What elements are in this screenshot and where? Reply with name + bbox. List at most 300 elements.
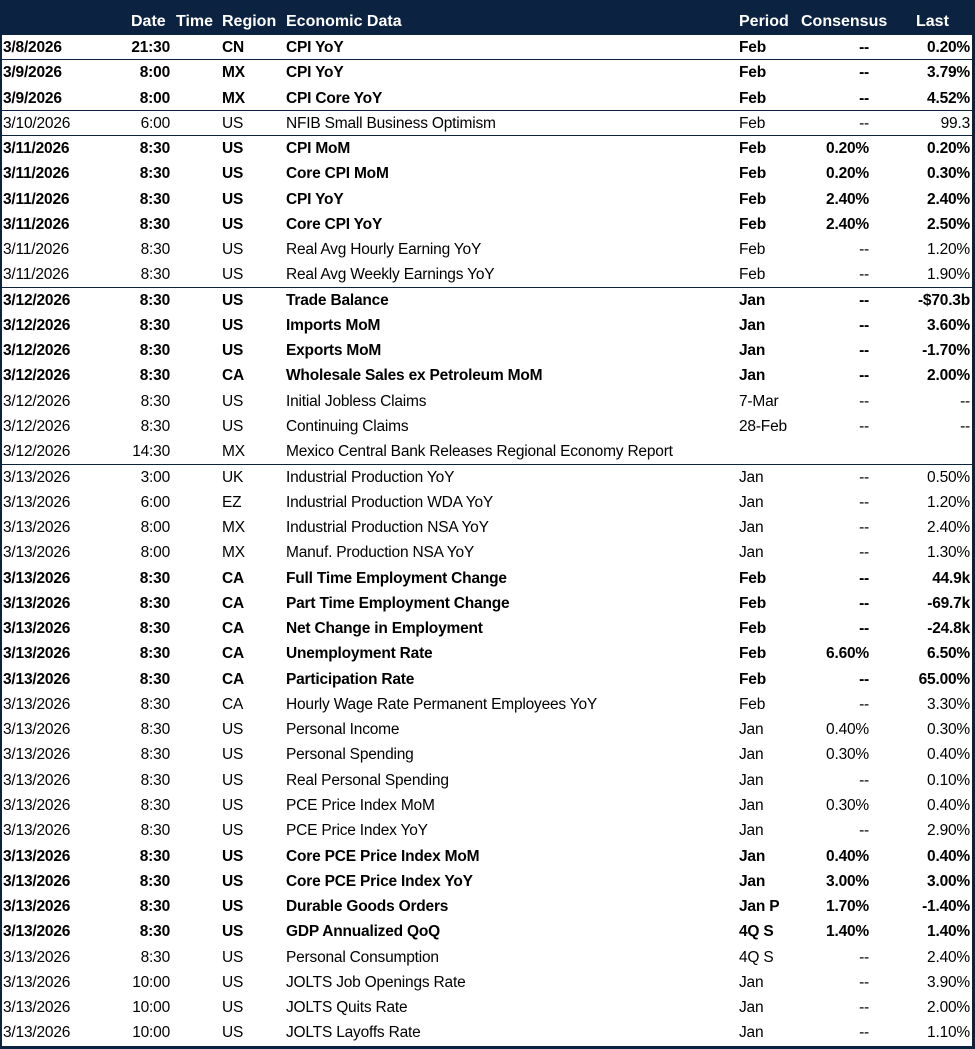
table-row — [2, 111, 972, 136]
cell-consensus: -- — [859, 493, 869, 511]
cell-region: US — [222, 241, 244, 259]
cell-period: 4Q S — [739, 948, 774, 966]
cell-region: MX — [222, 443, 245, 461]
cell-last: 0.20% — [927, 140, 970, 158]
cell-consensus: -- — [859, 620, 869, 638]
cell-period: Feb — [739, 241, 766, 259]
cell-region: EZ — [222, 493, 242, 511]
cell-last: -$70.3b — [917, 291, 970, 309]
cell-event: Wholesale Sales ex Petroleum MoM — [286, 367, 543, 385]
cell-consensus: 2.40% — [826, 190, 869, 208]
cell-time: 8:30 — [139, 872, 170, 890]
cell-period: Jan — [739, 746, 764, 764]
cell-last: 2.90% — [927, 822, 970, 840]
cell-date: 3/13/2026 — [3, 796, 71, 814]
cell-period: Feb — [739, 165, 766, 183]
cell-time: 8:30 — [139, 594, 170, 612]
cell-period: Jan — [739, 519, 764, 537]
cell-period: Jan — [739, 468, 764, 486]
cell-region: US — [222, 114, 244, 132]
cell-last: 0.10% — [927, 771, 970, 789]
cell-time: 8:00 — [140, 519, 170, 537]
table-row — [2, 465, 972, 490]
cell-consensus: 0.40% — [826, 721, 869, 739]
cell-region: US — [222, 417, 244, 435]
cell-consensus: -- — [859, 999, 869, 1017]
cell-time: 8:30 — [140, 241, 170, 259]
table-row — [2, 667, 972, 692]
cell-event: Trade Balance — [286, 291, 389, 309]
cell-event: Personal Income — [286, 721, 400, 739]
cell-last: 0.50% — [927, 468, 970, 486]
cell-event: Personal Consumption — [286, 948, 439, 966]
cell-time: 8:00 — [140, 544, 170, 562]
cell-time: 8:30 — [139, 215, 170, 233]
cell-region: CA — [222, 645, 244, 663]
cell-last: 2.40% — [927, 190, 970, 208]
cell-date: 3/13/2026 — [3, 620, 71, 638]
cell-period: Feb — [739, 190, 766, 208]
cell-time: 21:30 — [131, 39, 170, 56]
cell-consensus: -- — [859, 948, 869, 966]
cell-consensus: 0.30% — [826, 746, 869, 764]
cell-date: 3/13/2026 — [3, 999, 71, 1017]
table-row — [2, 515, 972, 540]
cell-region: US — [222, 973, 244, 991]
cell-period: Jan — [739, 999, 764, 1017]
table-row — [2, 616, 972, 641]
cell-event: GDP Annualized QoQ — [286, 923, 440, 941]
cell-region: US — [222, 316, 244, 334]
cell-date: 3/13/2026 — [3, 1024, 71, 1042]
cell-last: 1.20% — [927, 241, 970, 259]
cell-date: 3/11/2026 — [3, 241, 70, 259]
table-row — [2, 591, 972, 616]
cell-time: 8:30 — [139, 165, 170, 183]
cell-region: CA — [222, 620, 244, 638]
cell-date: 3/11/2026 — [3, 215, 70, 233]
cell-date: 3/9/2026 — [3, 64, 62, 82]
cell-time: 8:30 — [140, 746, 170, 764]
cell-period: Feb — [739, 670, 766, 688]
cell-time: 8:30 — [140, 721, 170, 739]
table-row — [2, 894, 972, 919]
cell-event: Exports MoM — [286, 342, 382, 360]
header-last: Last — [916, 13, 949, 30]
cell-region: US — [222, 190, 244, 208]
cell-time: 6:00 — [140, 493, 170, 511]
cell-consensus: -- — [859, 771, 869, 789]
cell-consensus: 1.40% — [826, 923, 869, 941]
cell-last: 0.30% — [927, 721, 970, 739]
cell-event: Core CPI MoM — [286, 165, 389, 183]
cell-date: 3/13/2026 — [3, 645, 71, 663]
header-date: Date — [131, 13, 166, 30]
table-row — [2, 970, 972, 995]
cell-event: JOLTS Job Openings Rate — [286, 973, 466, 991]
cell-region: US — [222, 746, 244, 764]
cell-event: CPI YoY — [286, 64, 344, 82]
cell-region: US — [222, 923, 244, 941]
table-row — [2, 136, 972, 161]
cell-region: US — [222, 392, 244, 410]
table-row — [2, 414, 972, 439]
cell-period: Jan — [739, 771, 764, 789]
cell-consensus: -- — [859, 468, 869, 486]
cell-event: Industrial Production YoY — [286, 468, 455, 486]
cell-region: CN — [222, 39, 244, 56]
cell-last: 2.40% — [927, 519, 970, 537]
cell-consensus: 0.20% — [826, 140, 869, 158]
cell-event: PCE Price Index YoY — [286, 822, 428, 840]
cell-time: 8:30 — [139, 620, 170, 638]
cell-consensus: 6.60% — [826, 645, 869, 663]
cell-time: 8:30 — [139, 645, 170, 663]
cell-consensus: -- — [859, 241, 869, 259]
cell-period: Jan — [739, 493, 764, 511]
cell-last: 1.40% — [927, 923, 970, 941]
cell-date: 3/13/2026 — [3, 670, 71, 688]
cell-event: Unemployment Rate — [286, 645, 433, 663]
cell-date: 3/12/2026 — [3, 392, 71, 410]
cell-consensus: 1.70% — [826, 898, 869, 916]
cell-region: US — [222, 999, 244, 1017]
cell-region: US — [222, 291, 244, 309]
cell-period: Feb — [739, 266, 766, 284]
cell-last: 1.30% — [927, 544, 970, 562]
cell-date: 3/13/2026 — [3, 923, 71, 941]
cell-last: 3.90% — [927, 973, 970, 991]
table-row — [2, 566, 972, 591]
cell-event: Core PCE Price Index YoY — [286, 872, 473, 890]
cell-event: JOLTS Layoffs Rate — [286, 1024, 421, 1042]
table-row — [2, 288, 972, 313]
cell-event: Real Personal Spending — [286, 771, 449, 789]
cell-date: 3/13/2026 — [3, 898, 71, 916]
cell-time: 8:30 — [140, 695, 170, 713]
cell-date: 3/13/2026 — [3, 569, 71, 587]
cell-period: Jan — [739, 291, 766, 309]
cell-event: Participation Rate — [286, 670, 415, 688]
cell-time: 8:30 — [139, 140, 170, 158]
table-row — [2, 540, 972, 565]
table-row — [2, 768, 972, 793]
cell-region: MX — [222, 89, 245, 107]
cell-region: US — [222, 140, 244, 158]
cell-time: 8:30 — [139, 367, 170, 385]
cell-last: 2.40% — [927, 948, 970, 966]
table-row — [2, 490, 972, 515]
cell-consensus: -- — [859, 670, 869, 688]
cell-event: JOLTS Quits Rate — [286, 999, 408, 1017]
cell-date: 3/13/2026 — [3, 721, 71, 739]
cell-consensus: -- — [859, 367, 869, 385]
cell-period: Jan — [739, 847, 766, 865]
cell-date: 3/12/2026 — [3, 291, 71, 309]
cell-consensus: -- — [859, 544, 869, 562]
cell-time: 8:30 — [139, 847, 170, 865]
table-row — [2, 717, 972, 742]
cell-period: Jan — [739, 1024, 764, 1042]
cell-consensus: -- — [859, 114, 869, 132]
cell-consensus: -- — [859, 1024, 869, 1042]
cell-date: 3/11/2026 — [3, 140, 70, 158]
cell-region: US — [222, 796, 244, 814]
cell-last: 6.50% — [927, 645, 970, 663]
header-consensus: Consensus — [801, 13, 888, 30]
cell-consensus: -- — [859, 417, 869, 435]
cell-time: 8:30 — [139, 291, 170, 309]
header-time: Time — [176, 13, 214, 30]
cell-time: 10:00 — [132, 973, 170, 991]
cell-event: CPI YoY — [286, 39, 344, 56]
cell-date: 3/11/2026 — [3, 266, 70, 284]
table-row — [2, 187, 972, 212]
cell-time: 8:30 — [140, 417, 170, 435]
table-row — [2, 844, 972, 869]
cell-consensus: -- — [859, 822, 869, 840]
table-row — [2, 1020, 972, 1045]
cell-period: Feb — [739, 620, 766, 638]
cell-date: 3/13/2026 — [3, 822, 71, 840]
cell-time: 8:30 — [139, 569, 170, 587]
cell-consensus: 3.00% — [826, 872, 869, 890]
cell-region: US — [222, 872, 244, 890]
cell-consensus: -- — [859, 89, 869, 107]
table-row — [2, 35, 972, 60]
cell-period: Jan — [739, 796, 764, 814]
cell-time: 14:30 — [132, 443, 170, 461]
cell-time: 8:00 — [139, 89, 170, 107]
cell-time: 8:30 — [140, 771, 170, 789]
cell-consensus: -- — [859, 392, 869, 410]
cell-period: 7-Mar — [739, 392, 779, 410]
table-row — [2, 945, 972, 970]
cell-period: 28-Feb — [739, 417, 787, 435]
cell-last: 3.60% — [927, 316, 970, 334]
table-row — [2, 86, 972, 111]
cell-event: Real Avg Hourly Earning YoY — [286, 241, 482, 259]
cell-region: US — [222, 266, 244, 284]
table-header — [2, 0, 972, 35]
cell-event: Hourly Wage Rate Permanent Employees YoY — [286, 695, 598, 713]
cell-date: 3/12/2026 — [3, 417, 71, 435]
cell-consensus: -- — [859, 519, 869, 537]
cell-event: Continuing Claims — [286, 417, 409, 435]
cell-event: Initial Jobless Claims — [286, 392, 427, 410]
cell-period: Feb — [739, 695, 766, 713]
cell-last: -1.70% — [922, 342, 970, 360]
cell-consensus: -- — [859, 695, 869, 713]
cell-region: MX — [222, 519, 245, 537]
table-row — [2, 363, 972, 388]
cell-time: 8:30 — [139, 923, 170, 941]
cell-period: Jan — [739, 822, 764, 840]
cell-region: MX — [222, 64, 245, 82]
cell-period: Jan — [739, 342, 766, 360]
cell-last: 44.9k — [932, 569, 970, 587]
cell-period: Feb — [739, 39, 766, 56]
cell-event: Full Time Employment Change — [286, 569, 507, 587]
cell-event: Part Time Employment Change — [286, 594, 510, 612]
cell-event: Core CPI YoY — [286, 215, 383, 233]
table-row — [2, 262, 972, 287]
cell-consensus: -- — [859, 973, 869, 991]
cell-time: 8:30 — [139, 190, 170, 208]
cell-consensus: -- — [859, 39, 869, 56]
cell-time: 8:30 — [140, 266, 170, 284]
cell-event: Real Avg Weekly Earnings YoY — [286, 266, 495, 284]
cell-time: 8:30 — [140, 796, 170, 814]
cell-event: PCE Price Index MoM — [286, 796, 435, 814]
cell-last: 1.20% — [927, 493, 970, 511]
cell-last: -24.8k — [927, 620, 970, 638]
cell-date: 3/13/2026 — [3, 847, 71, 865]
cell-date: 3/13/2026 — [3, 872, 71, 890]
cell-date: 3/12/2026 — [3, 342, 71, 360]
table-row — [2, 641, 972, 666]
cell-time: 8:30 — [139, 316, 170, 334]
table-row — [2, 692, 972, 717]
table-row — [2, 439, 972, 464]
cell-consensus: -- — [859, 594, 869, 612]
cell-last: 65.00% — [918, 670, 970, 688]
table-row — [2, 742, 972, 767]
cell-date: 3/9/2026 — [3, 89, 62, 107]
cell-last: 2.00% — [927, 367, 970, 385]
cell-region: US — [222, 165, 244, 183]
cell-last: -- — [960, 392, 970, 410]
cell-region: CA — [222, 367, 244, 385]
cell-event: Manuf. Production NSA YoY — [286, 544, 475, 562]
cell-last: 4.52% — [927, 89, 970, 107]
cell-last: 3.79% — [927, 64, 970, 82]
cell-period: Jan — [739, 316, 766, 334]
cell-event: Core PCE Price Index MoM — [286, 847, 480, 865]
cell-region: US — [222, 771, 244, 789]
table-row — [2, 818, 972, 843]
cell-consensus: -- — [859, 316, 869, 334]
cell-region: US — [222, 215, 244, 233]
cell-period: Jan — [739, 367, 766, 385]
cell-period: Feb — [739, 89, 766, 107]
cell-region: US — [222, 847, 244, 865]
table-row — [2, 212, 972, 237]
cell-date: 3/13/2026 — [3, 594, 71, 612]
cell-last: 2.00% — [927, 999, 970, 1017]
cell-event: CPI Core YoY — [286, 89, 383, 107]
table-row — [2, 161, 972, 186]
cell-period: Jan — [739, 973, 764, 991]
cell-period: Feb — [739, 114, 766, 132]
cell-time: 8:30 — [139, 670, 170, 688]
cell-date: 3/13/2026 — [3, 544, 71, 562]
cell-region: US — [222, 898, 244, 916]
cell-event: CPI MoM — [286, 140, 351, 158]
cell-time: 8:30 — [140, 392, 170, 410]
cell-region: CA — [222, 569, 244, 587]
cell-consensus: -- — [859, 64, 869, 82]
cell-time: 8:30 — [140, 948, 170, 966]
table-row — [2, 995, 972, 1020]
cell-event: Mexico Central Bank Releases Regional Economy Report — [286, 443, 673, 461]
cell-region: US — [222, 342, 244, 360]
cell-region: CA — [222, 695, 244, 713]
cell-region: US — [222, 721, 244, 739]
economic-calendar-table — [2, 0, 972, 1046]
cell-period: 4Q S — [739, 923, 774, 941]
cell-period: Jan P — [739, 898, 780, 916]
cell-date: 3/13/2026 — [3, 519, 71, 537]
cell-date: 3/13/2026 — [3, 695, 71, 713]
table-row — [2, 919, 972, 944]
cell-date: 3/13/2026 — [3, 973, 71, 991]
cell-date: 3/12/2026 — [3, 443, 71, 461]
cell-event: CPI YoY — [286, 190, 344, 208]
cell-event: NFIB Small Business Optimism — [286, 114, 496, 132]
cell-time: 8:30 — [139, 342, 170, 360]
cell-date: 3/10/2026 — [3, 114, 71, 132]
table-row — [2, 338, 972, 363]
cell-date: 3/11/2026 — [3, 165, 70, 183]
cell-event: Personal Spending — [286, 746, 414, 764]
cell-period: Jan — [739, 721, 764, 739]
cell-period: Feb — [739, 569, 766, 587]
cell-date: 3/8/2026 — [3, 39, 62, 56]
cell-last: 0.40% — [927, 847, 970, 865]
cell-date: 3/13/2026 — [3, 746, 71, 764]
cell-consensus: -- — [859, 266, 869, 284]
cell-time: 10:00 — [132, 1024, 170, 1042]
table-row — [2, 237, 972, 262]
cell-last: 1.90% — [927, 266, 970, 284]
cell-consensus: 0.20% — [826, 165, 869, 183]
header-period: Period — [739, 13, 789, 30]
cell-consensus: -- — [859, 569, 869, 587]
cell-last: -69.7k — [927, 594, 970, 612]
cell-region: CA — [222, 594, 244, 612]
cell-last: 1.10% — [927, 1024, 970, 1042]
cell-date: 3/11/2026 — [3, 190, 70, 208]
header-region: Region — [222, 13, 277, 30]
cell-last: -1.40% — [922, 898, 970, 916]
cell-period: Feb — [739, 215, 766, 233]
cell-consensus: 0.40% — [826, 847, 869, 865]
cell-date: 3/12/2026 — [3, 367, 71, 385]
cell-last: 0.20% — [927, 39, 970, 56]
header-economic-data: Economic Data — [286, 13, 402, 30]
cell-period: Jan — [739, 872, 766, 890]
cell-time: 3:00 — [140, 468, 170, 486]
cell-consensus: 2.40% — [826, 215, 869, 233]
table-body — [2, 35, 972, 1046]
cell-event: Imports MoM — [286, 316, 381, 334]
cell-event: Net Change in Employment — [286, 620, 483, 638]
cell-time: 8:30 — [140, 822, 170, 840]
cell-region: US — [222, 948, 244, 966]
table-row — [2, 60, 972, 85]
cell-time: 10:00 — [132, 999, 170, 1017]
cell-period: Feb — [739, 64, 766, 82]
cell-region: MX — [222, 544, 245, 562]
cell-event: Industrial Production WDA YoY — [286, 493, 494, 511]
cell-last: 99.3 — [940, 114, 970, 132]
table-row — [2, 793, 972, 818]
cell-last: 2.50% — [927, 215, 970, 233]
cell-period: Feb — [739, 140, 766, 158]
table-row — [2, 389, 972, 414]
table-row — [2, 313, 972, 338]
